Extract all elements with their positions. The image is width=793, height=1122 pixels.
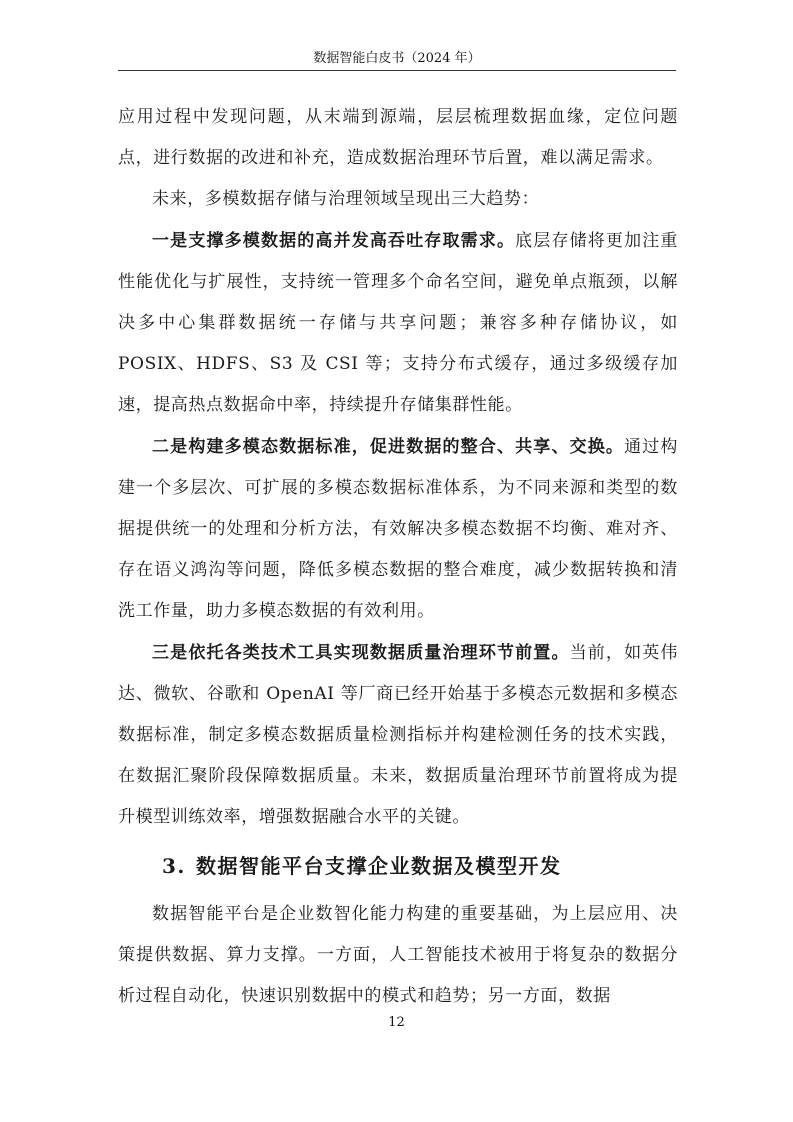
trend-one-heading: 一是支撑多模数据的高并发高吞吐存取需求。 bbox=[152, 230, 516, 251]
paragraph-platform-intro: 数据智能平台是企业数智化能力构建的重要基础，为上层应用、决策提供数据、算力支撑。一方面，人工智能技术被用于将复杂的数据分析过程自动化，快速识别数据中的模式和趋势；另一方面，数据 bbox=[118, 903, 678, 1007]
page-number: 12 bbox=[388, 1015, 405, 1030]
paragraph-trend-three bbox=[118, 633, 678, 839]
paragraph-continuation: 应用过程中发现问题，从末端到源端，层层梳理数据血缘，定位问题点，进行数据的改进和补充，造成数据治理环节后置，难以满足需求。 bbox=[118, 107, 678, 169]
page-header bbox=[118, 48, 676, 71]
paragraph-trend-one bbox=[118, 221, 678, 427]
trend-one-text: 底层存储将更加注重性能优化与扩展性，支持统一管理多个命名空间，避免单点瓶颈，以解决多中心集群数据统一存储与共享问题；兼容多种存储协议，如 POSIX、HDFS、S3 及 CSI 等；支持分布式缓存，通过多级缓存加速，提高热点数据命中率，持续提升存储集群性能。 bbox=[118, 230, 678, 416]
section-heading bbox=[118, 839, 678, 894]
paragraph-trend-two bbox=[118, 427, 678, 633]
section-number: 3. bbox=[162, 853, 186, 878]
paragraph-trends-intro: 未来，多模数据存储与治理领域呈现出三大趋势： bbox=[152, 189, 540, 210]
trend-three-heading: 三是依托各类技术工具实现数据质量治理环节前置。 bbox=[152, 642, 570, 663]
header-title: 数据智能白皮书（2024 年） bbox=[313, 51, 481, 66]
trend-three-text: 当前，如英伟达、微软、谷歌和 OpenAI 等厂商已经开始基于多模态元数据和多模态数据标准，制定多模态数据质量检测指标并构建检测任务的技术实践，在数据汇聚阶段保障数据质量。未来，数据质量治理环节前置将成为提升模型训练效率，增强数据融合水平的关键。 bbox=[118, 642, 678, 828]
section-title: 数据智能平台支撑企业数据及模型开发 bbox=[196, 853, 562, 878]
page-body bbox=[118, 97, 678, 1017]
trend-two-text: 通过构建一个多层次、可扩展的多模态数据标准体系，为不同来源和类型的数据提供统一的处理和分析方法，有效解决多模态数据不均衡、难对齐、存在语义鸿沟等问题，降低多模态数据的整合难度，减少数据转换和清洗工作量，助力多模态数据的有效利用。 bbox=[118, 436, 678, 622]
trend-two-heading: 二是构建多模态数据标准，促进数据的整合、共享、交换。 bbox=[152, 436, 625, 457]
